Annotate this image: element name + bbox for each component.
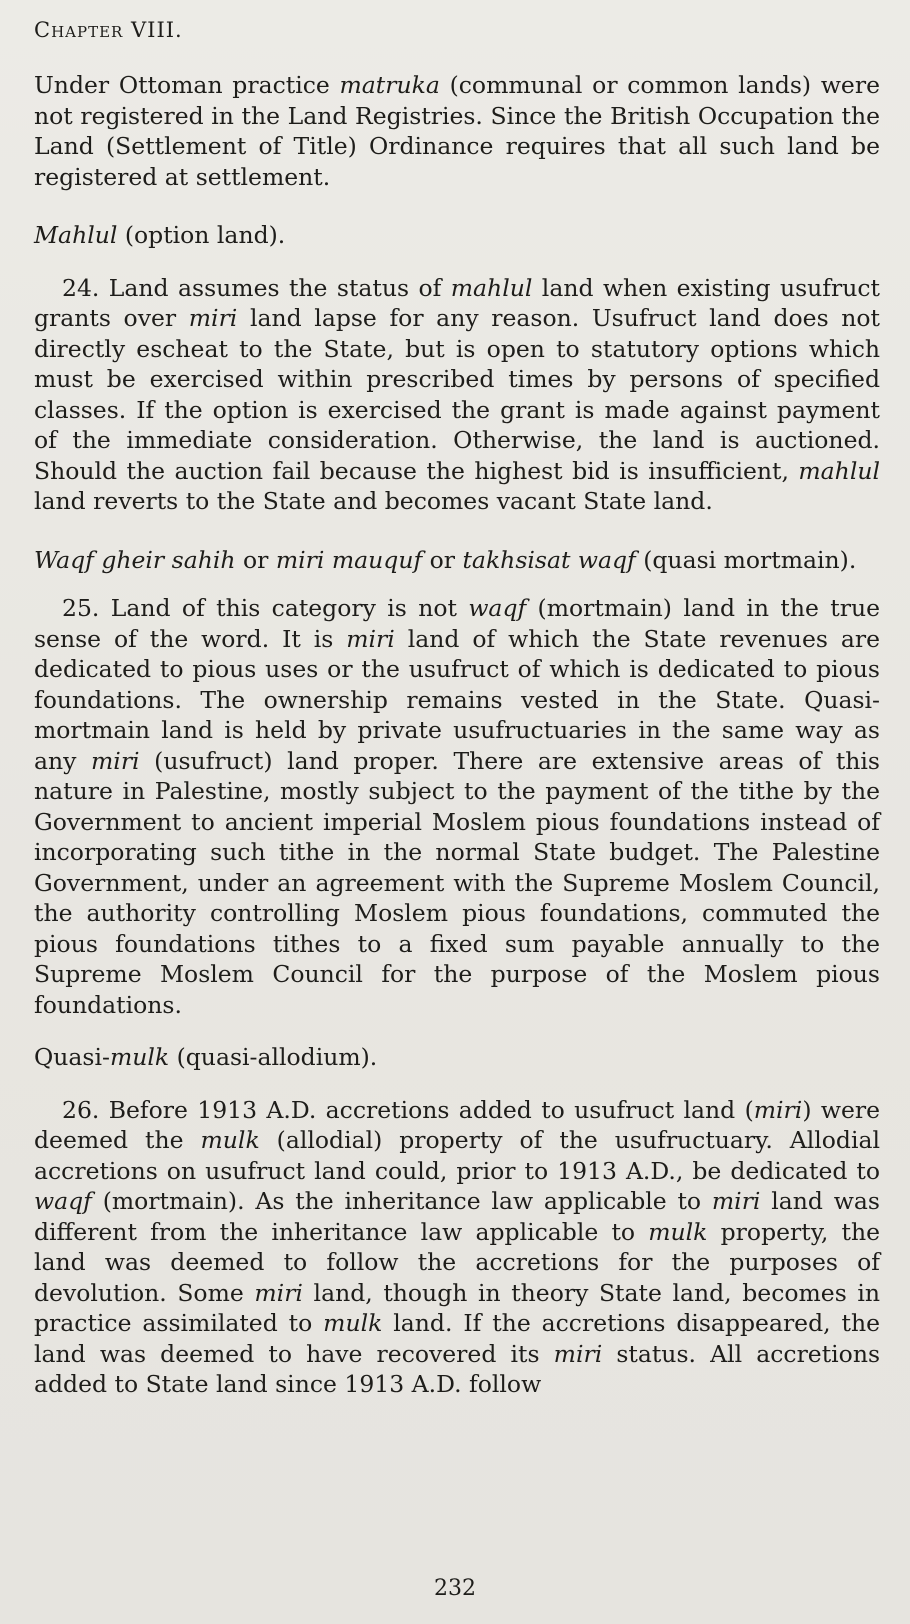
heading-quasi-mulk [34,1042,880,1073]
chapter-heading: Chapter VIII. [34,18,183,42]
text-run: (usufruct) land proper. There are extensive areas of this nature in Palestine, mostly subject to the payment of the tithe by the Government to ancient imperial Moslem pious foundations instead of incorporating such tithe in the normal State budget. The Palestine Government, under an agreement with the Supreme Moslem Council, the authority controlling Moslem pious foundations, commuted the pious foundations tithes to a fixed sum payable annually to the Supreme Moslem Council for the purpose of the Moslem pious foundations. [34,746,880,1019]
italic-term: takhsisat waqf [462,545,636,574]
paragraph-matruka [34,70,880,192]
text-run: 24. Land assumes the status of [62,273,451,302]
italic-term: miri [254,1278,303,1307]
italic-term: Waqf gheir sahih [34,545,236,574]
text-run: (quasi mortmain). [635,545,857,574]
text-run: or [422,545,463,574]
paragraph-24 [34,273,880,517]
italic-term: miri [91,746,140,775]
text-run: (mortmain). As the inheritance law applicable to [91,1187,712,1215]
paragraph-25 [34,593,880,1020]
italic-term: Mahlul [34,221,118,249]
text-run: (mortmain) land in the true sense of the word. It is [34,594,881,653]
italic-term: miri [753,1095,803,1124]
italic-term: mahlul [798,456,880,485]
page-number: 232 [434,1576,476,1601]
italic-term: mulk [109,1043,170,1071]
text-run: (communal or common lands) were not registered in the Land Registries. Since the British Occupation the Land (Settlement of Title) Ordinance requires that all such land be registered at settlement. [34,71,880,191]
text-run: (allodial) property of the usufructuary. Allodial accretions on usufruct land could, prior to 1913 A.D., be dedicated to [34,1126,880,1185]
text-run: land when existing usufruct grants over [34,273,880,332]
italic-term: mulk [323,1309,383,1337]
text-run: land reverts to the State and becomes vacant State land. [34,487,713,515]
text-run: land was different from the inheritance law applicable to [34,1187,880,1246]
italic-term: miri mauquf [275,545,423,574]
text-run: (option land). [117,221,286,249]
italic-term: waqf [468,594,527,622]
paragraph-26 [34,1095,880,1400]
italic-term: mulk [200,1126,260,1154]
italic-term: miri [711,1187,761,1215]
text-run: land. If the accretions disappeared, the land was deemed to have recovered its [34,1309,880,1368]
text-run: Under Ottoman practice [34,71,340,99]
text-run: land, though in theory State land, becomes in practice assimilated to [34,1278,880,1337]
text-run: land lapse for any reason. Usufruct land does not directly escheat to the State, but is open to statutory options which must be exercised within prescribed times by persons of specified classes. If the option is exercised the grant is made against payment of the immediate consideration. Otherwise, the land is auctioned. Should the auction fail because the highest bid is insufficient, [34,304,880,485]
italic-term: miri [553,1339,603,1368]
text-run: land of which the State revenues are dedicated to pious uses or the usufruct of which is dedicated to pious foundations. The ownership remains vested in the State. Quasi-mortmain land is held by private usufructuaries in the same way as any [34,624,880,775]
text-run: ) were deemed the [34,1095,880,1154]
heading-mahlul [34,220,880,251]
italic-term: mulk [648,1217,708,1246]
italic-term: mahlul [450,273,533,302]
italic-term: miri [346,624,395,653]
italic-term: waqf [34,1187,92,1215]
text-run: 25. Land of this category is not [62,594,469,622]
text-run: Quasi- [34,1043,110,1071]
text-run: status. All accretions added to State land since 1913 A.D. follow [34,1339,881,1398]
text-run: (quasi-allodium). [169,1043,378,1071]
italic-term: matruka [339,71,440,99]
text-run: property, the land was deemed to follow the accretions for the purposes of devolution. Some [34,1217,881,1307]
italic-term: miri [188,304,238,332]
heading-waqf-gheir-sahih [34,545,880,576]
text-run: or [235,545,276,574]
text-run: 26. Before 1913 A.D. accretions added to usufruct land ( [62,1095,754,1124]
